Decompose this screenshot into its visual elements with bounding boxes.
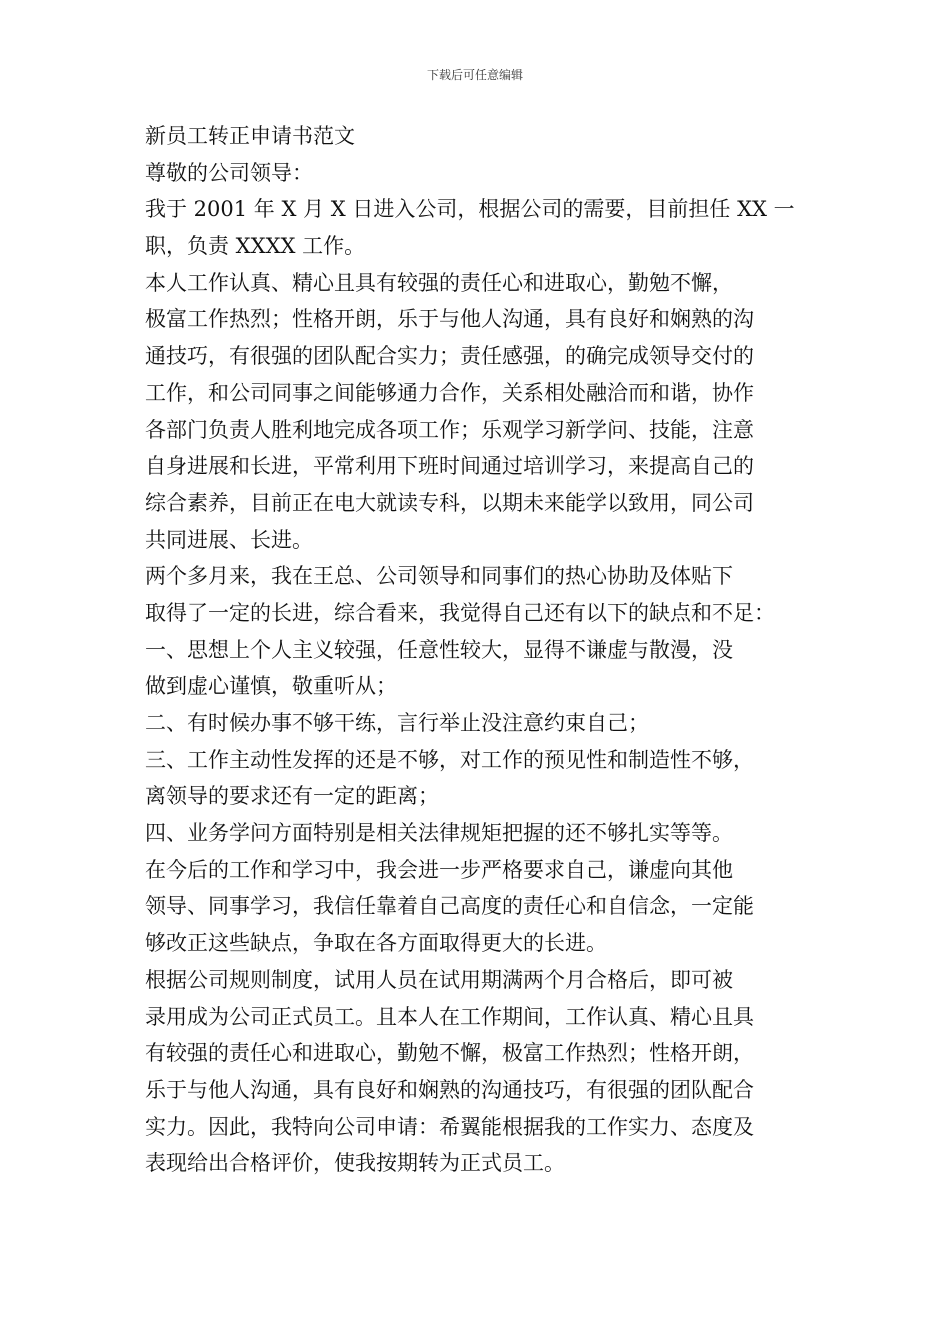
text-line: 做到虚心谨慎，敬重听从； (145, 674, 397, 699)
text-line: 尊敬的公司领导： (145, 160, 313, 185)
text-line: 通技巧，有很强的团队配合实力；责任感强，的确完成领导交付的 (145, 344, 754, 369)
text-line: 工作，和公司同事之间能够通力合作，关系相处融洽而和谐，协作 (145, 380, 754, 405)
text-line: 各部门负责人胜利地完成各项工作；乐观学习新学问、技能，注意 (145, 417, 754, 442)
text-line: 职，负责 XXXX 工作。 (145, 234, 366, 259)
text-line: 一、思想上个人主义较强，任意性较大，显得不谦虚与散漫，没 (145, 637, 733, 662)
text-line: 自身进展和长进，平常利用下班时间通过培训学习，来提高自己的 (145, 454, 754, 479)
text-line: 在今后的工作和学习中，我会进一步严格要求自己，谦虚向其他 (145, 857, 733, 882)
text-line: 根据公司规则制度，试用人员在试用期满两个月合格后，即可被 (145, 967, 733, 992)
text-line: 录用成为公司正式员工。且本人在工作期间，工作认真、精心且具 (145, 1004, 754, 1029)
text-line: 本人工作认真、精心且具有较强的责任心和进取心，勤勉不懈， (145, 270, 733, 295)
text-line: 我于 2001 年 X 月 X 日进入公司，根据公司的需要，目前担任 XX 一 (145, 197, 795, 222)
text-line: 四、业务学问方面特别是相关法律规矩把握的还不够扎实等等。 (145, 821, 733, 846)
text-line: 三、工作主动性发挥的还是不够，对工作的预见性和制造性不够， (145, 747, 754, 772)
text-line: 共同进展、长进。 (145, 527, 313, 552)
document-body (145, 118, 820, 1182)
text-line: 表现给出合格评价，使我按期转为正式员工。 (145, 1151, 565, 1176)
document-title: 新员工转正申请书范文 (145, 124, 355, 148)
text-line: 够改正这些缺点，争取在各方面取得更大的长进。 (145, 931, 607, 956)
text-line: 离领导的要求还有一定的距离； (145, 784, 439, 809)
text-line: 领导、同事学习，我信任靠着自己高度的责任心和自信念，一定能 (145, 894, 754, 919)
text-line: 极富工作热烈；性格开朗，乐于与他人沟通，具有良好和娴熟的沟 (145, 307, 754, 332)
text-line: 实力。因此，我特向公司申请：希翼能根据我的工作实力、态度及 (145, 1114, 754, 1139)
header-note: 下载后可任意编辑 (426, 68, 523, 82)
text-line: 乐于与他人沟通，具有良好和娴熟的沟通技巧，有很强的团队配合 (145, 1077, 754, 1102)
text-line: 二、有时候办事不够干练，言行举止没注意约束自己； (145, 711, 649, 735)
text-line: 两个多月来，我在王总、公司领导和同事们的热心协助及体贴下 (145, 564, 733, 589)
text-line: 有较强的责任心和进取心，勤勉不懈，极富工作热烈；性格开朗， (145, 1041, 754, 1066)
text-line: 取得了一定的长进，综合看来，我觉得自己还有以下的缺点和不足： (145, 600, 775, 625)
text-line: 综合素养，目前正在电大就读专科，以期未来能学以致用，同公司 (145, 490, 754, 515)
